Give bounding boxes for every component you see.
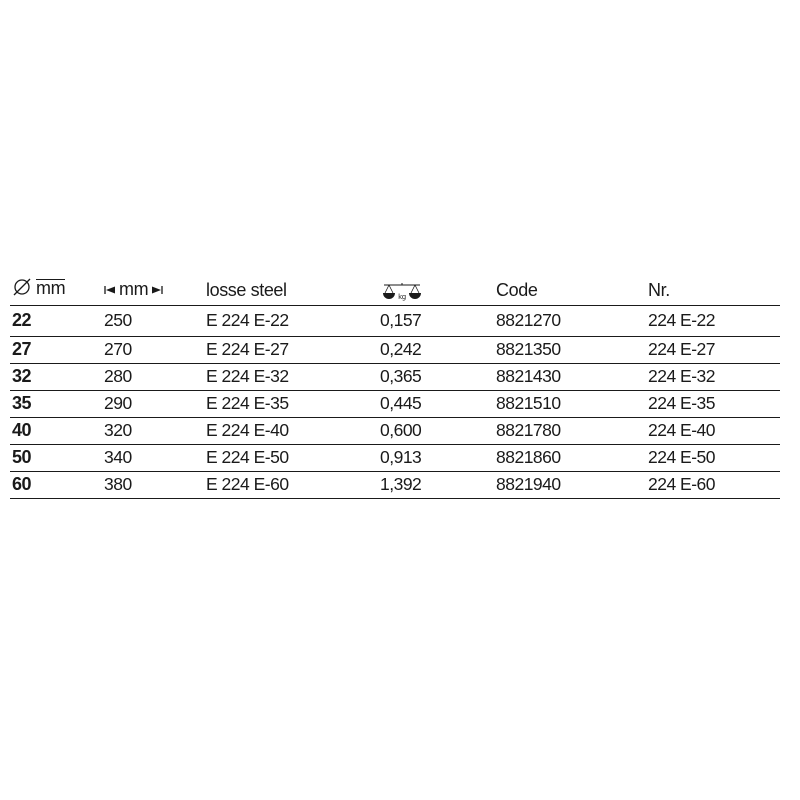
cell-code: 8821860 bbox=[496, 444, 648, 471]
cell-diameter: 35 bbox=[10, 390, 104, 417]
cell-code: 8821350 bbox=[496, 336, 648, 363]
cell-diameter: 40 bbox=[10, 417, 104, 444]
diameter-icon bbox=[12, 278, 34, 296]
table-row bbox=[10, 417, 780, 444]
table-row bbox=[10, 363, 780, 390]
length-unit: mm bbox=[119, 279, 149, 299]
cell-code: 8821510 bbox=[496, 390, 648, 417]
cell-nr: 224 E-50 bbox=[648, 444, 780, 471]
cell-losse-steel: E 224 E-22 bbox=[206, 305, 380, 336]
length-left-arrow-icon bbox=[104, 284, 116, 296]
cell-nr: 224 E-40 bbox=[648, 417, 780, 444]
length-right-arrow-icon bbox=[151, 284, 163, 296]
cell-diameter: 60 bbox=[10, 471, 104, 498]
weight-unit: kg bbox=[398, 292, 406, 301]
cell-length: 290 bbox=[104, 390, 206, 417]
header-length bbox=[104, 276, 206, 305]
cell-weight: 0,365 bbox=[380, 363, 496, 390]
table-row bbox=[10, 305, 780, 336]
cell-diameter: 50 bbox=[10, 444, 104, 471]
cell-nr: 224 E-32 bbox=[648, 363, 780, 390]
cell-losse-steel: E 224 E-27 bbox=[206, 336, 380, 363]
scale-weight-icon bbox=[380, 281, 424, 301]
cell-weight: 0,913 bbox=[380, 444, 496, 471]
cell-losse-steel: E 224 E-50 bbox=[206, 444, 380, 471]
table-row bbox=[10, 390, 780, 417]
cell-diameter: 32 bbox=[10, 363, 104, 390]
cell-losse-steel: E 224 E-60 bbox=[206, 471, 380, 498]
cell-diameter: 27 bbox=[10, 336, 104, 363]
cell-losse-steel: E 224 E-35 bbox=[206, 390, 380, 417]
cell-losse-steel: E 224 E-40 bbox=[206, 417, 380, 444]
cell-length: 250 bbox=[104, 305, 206, 336]
header-nr: Nr. bbox=[648, 276, 780, 305]
cell-weight: 0,157 bbox=[380, 305, 496, 336]
cell-length: 280 bbox=[104, 363, 206, 390]
cell-code: 8821270 bbox=[496, 305, 648, 336]
cell-length: 340 bbox=[104, 444, 206, 471]
cell-nr: 224 E-60 bbox=[648, 471, 780, 498]
cell-weight: 0,445 bbox=[380, 390, 496, 417]
cell-length: 320 bbox=[104, 417, 206, 444]
cell-weight: 1,392 bbox=[380, 471, 496, 498]
header-diameter bbox=[10, 276, 104, 305]
table-row bbox=[10, 336, 780, 363]
cell-code: 8821430 bbox=[496, 363, 648, 390]
table-row bbox=[10, 444, 780, 471]
header-material: losse steel bbox=[206, 276, 380, 305]
cell-losse-steel: E 224 E-32 bbox=[206, 363, 380, 390]
cell-code: 8821780 bbox=[496, 417, 648, 444]
cell-weight: 0,600 bbox=[380, 417, 496, 444]
table-row bbox=[10, 471, 780, 498]
cell-nr: 224 E-27 bbox=[648, 336, 780, 363]
spec-table bbox=[10, 276, 780, 499]
header-weight bbox=[380, 276, 496, 305]
cell-diameter: 22 bbox=[10, 305, 104, 336]
cell-nr: 224 E-35 bbox=[648, 390, 780, 417]
cell-code: 8821940 bbox=[496, 471, 648, 498]
header-code: Code bbox=[496, 276, 648, 305]
diameter-unit: mm bbox=[36, 277, 66, 298]
cell-length: 380 bbox=[104, 471, 206, 498]
cell-weight: 0,242 bbox=[380, 336, 496, 363]
cell-length: 270 bbox=[104, 336, 206, 363]
cell-nr: 224 E-22 bbox=[648, 305, 780, 336]
table-header-row bbox=[10, 276, 780, 305]
